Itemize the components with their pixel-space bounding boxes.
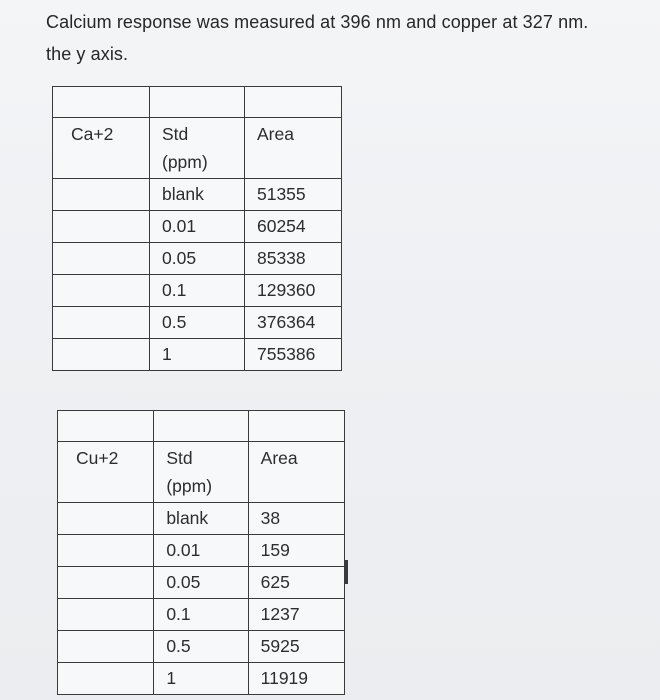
table-row — [58, 631, 345, 663]
area-value: 38 — [248, 503, 344, 535]
table-cell — [58, 631, 154, 663]
table-cell — [53, 87, 150, 118]
table-cell — [58, 663, 154, 695]
instructions-text — [46, 6, 646, 70]
table-row — [53, 179, 342, 211]
std-value: blank — [154, 503, 248, 535]
area-value: 1237 — [248, 599, 344, 631]
table-cell — [53, 307, 150, 339]
area-header-cell — [244, 118, 341, 179]
table-header-row — [53, 118, 342, 179]
std-value: 0.5 — [154, 631, 248, 663]
table-row — [53, 339, 342, 371]
table-cell — [53, 243, 150, 275]
table-cell — [58, 599, 154, 631]
table-header-row — [58, 442, 345, 503]
table-blank-row — [58, 411, 345, 442]
area-value: 85338 — [244, 243, 341, 275]
std-value: 0.05 — [150, 243, 245, 275]
table-cell — [248, 411, 344, 442]
std-header-cell — [150, 118, 245, 179]
copper-standards-table — [57, 410, 345, 695]
std-header-line-2: (ppm) — [162, 152, 208, 172]
area-value: 129360 — [244, 275, 341, 307]
ion-label-cell — [58, 442, 154, 503]
table-cell — [53, 275, 150, 307]
ion-label: Ca+2 — [71, 124, 114, 144]
area-header: Area — [260, 448, 298, 468]
std-value: 0.05 — [154, 567, 248, 599]
instructions-line-1: Calcium response was measured at 396 nm and copper at 327 nm. — [46, 12, 589, 32]
area-header: Area — [256, 124, 294, 144]
instructions-line-2: the y axis. — [46, 44, 129, 64]
ion-label-cell — [53, 118, 150, 179]
table-row — [58, 503, 345, 535]
std-value: blank — [150, 179, 245, 211]
std-header-cell — [154, 442, 248, 503]
table-cell — [244, 87, 341, 118]
area-value: 376364 — [244, 307, 341, 339]
table-row — [58, 535, 345, 567]
std-value: 0.5 — [150, 307, 245, 339]
std-value: 1 — [154, 663, 248, 695]
std-value: 0.1 — [154, 599, 248, 631]
area-value: 625 — [248, 567, 344, 599]
table-cell — [58, 411, 154, 442]
table-cell — [150, 87, 245, 118]
cursor-divider — [345, 560, 348, 584]
area-value: 11919 — [248, 663, 344, 695]
table-row — [58, 663, 345, 695]
area-value: 5925 — [248, 631, 344, 663]
area-value: 51355 — [244, 179, 341, 211]
std-value: 0.1 — [150, 275, 245, 307]
table-row — [53, 243, 342, 275]
std-header-line-2: (ppm) — [166, 476, 213, 496]
ion-label: Cu+2 — [76, 448, 119, 468]
table-cell — [53, 179, 150, 211]
area-value: 755386 — [244, 339, 341, 371]
table-cell — [154, 411, 248, 442]
area-value: 159 — [248, 535, 344, 567]
calcium-standards-table — [52, 86, 342, 371]
table-row — [58, 567, 345, 599]
std-value: 0.01 — [150, 211, 245, 243]
std-value: 1 — [150, 339, 245, 371]
table-row — [53, 275, 342, 307]
table-row — [58, 599, 345, 631]
table-blank-row — [53, 87, 342, 118]
std-header-line-1: Std — [166, 448, 193, 468]
area-header-cell — [248, 442, 344, 503]
table-row — [53, 211, 342, 243]
table-cell — [53, 339, 150, 371]
std-header-line-1: Std — [162, 124, 189, 144]
table-cell — [58, 567, 154, 599]
table-cell — [53, 211, 150, 243]
table-cell — [58, 535, 154, 567]
area-value: 60254 — [244, 211, 341, 243]
table-row — [53, 307, 342, 339]
std-value: 0.01 — [154, 535, 248, 567]
table-cell — [58, 503, 154, 535]
